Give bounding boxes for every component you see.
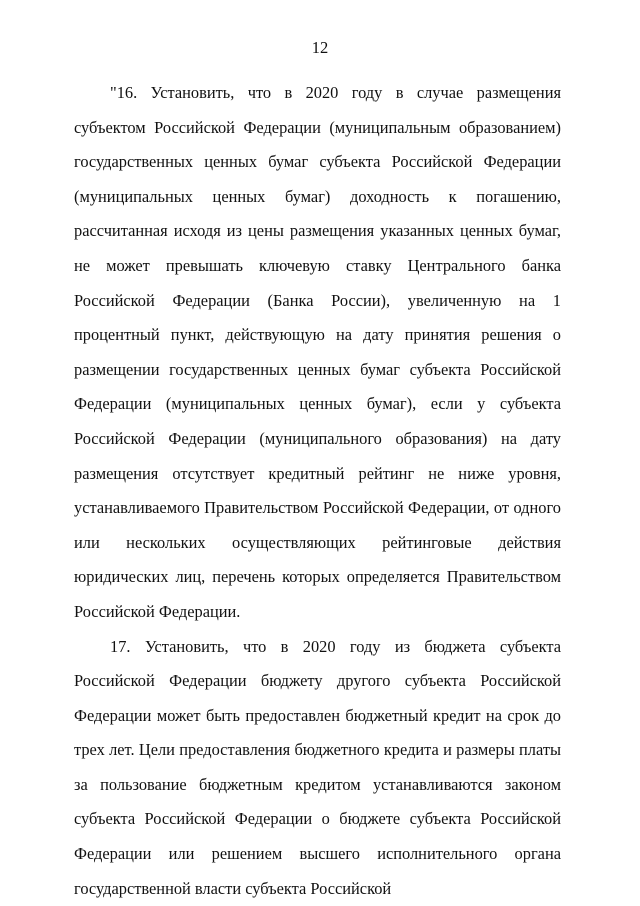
paragraph-17: 17. Установить, что в 2020 году из бюджета субъекта Российской Федерации бюджету другого субъекта Российской Федерации может быть предоставлен бюджетный кредит на срок до трех лет. Цели предоставления бюджетного кредита и размеры платы за пользование бюджетным кредитом устанавливаются законом субъекта Российской Федерации о бюджете субъекта Российской Федерации или решением высшего исполнительного органа государственной власти субъекта Российской bbox=[74, 630, 561, 906]
page-number: 12 bbox=[0, 38, 640, 58]
paragraph-16: "16. Установить, что в 2020 году в случае размещения субъектом Российской Федерации (муниципальным образованием) государственных ценных бумаг субъекта Российской Федерации (муниципальных ценных бумаг) доходность к погашению, рассчитанная исходя из цены размещения указанных ценных бумаг, не может превышать ключевую ставку Центрального банка Российской Федерации (Банка России), увеличенную на 1 процентный пункт, действующую на дату принятия решения о размещении государственных ценных бумаг субъекта Российской Федерации (муниципальных ценных бумаг), если у субъекта Российской Федерации (муниципального образования) на дату размещения отсутствует кредитный рейтинг не ниже уровня, устанавливаемого Правительством Российской Федерации, от одного или нескольких осуществляющих рейтинговые действия юридических лиц, перечень которых определяется Правительством Российской Федерации. bbox=[74, 76, 561, 630]
document-body bbox=[74, 76, 561, 906]
